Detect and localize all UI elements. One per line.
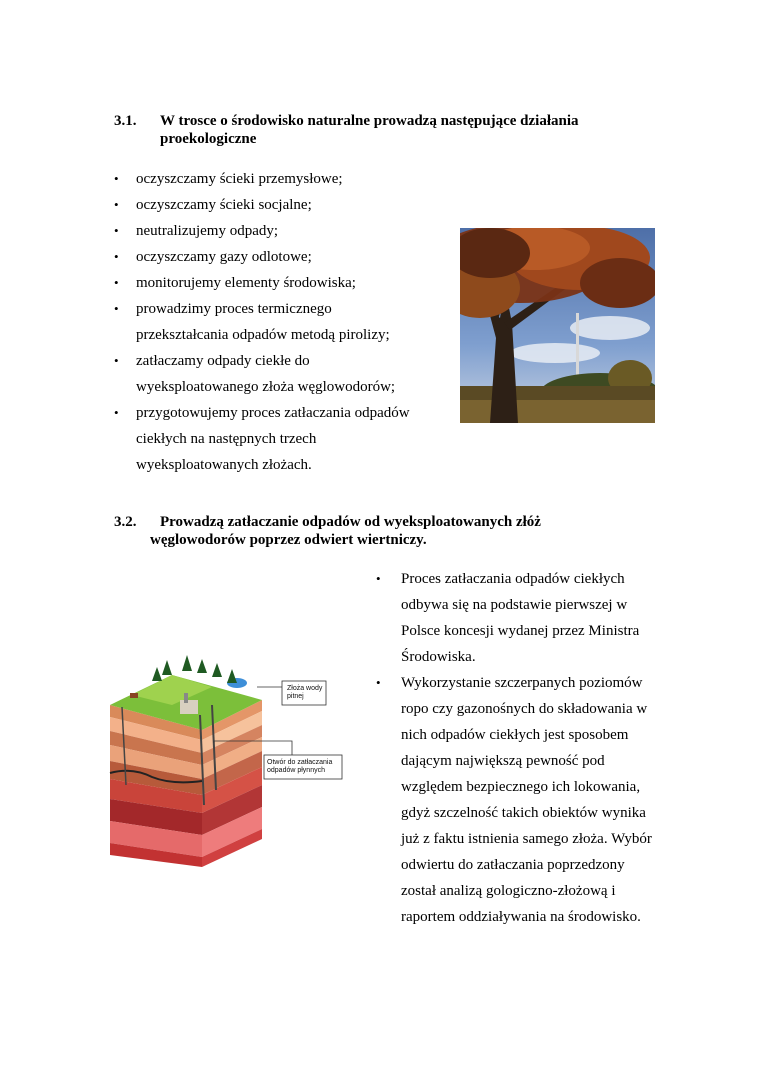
list-item-text: wyeksploatowanych złożach. <box>136 457 312 473</box>
list-item-text: Wykorzystanie szczerpanych poziomów <box>401 675 643 691</box>
list-item-text: gdyż szczelność takich obiektów wynika <box>401 805 646 821</box>
geology-diagram <box>92 645 344 875</box>
bullet-icon: • <box>376 571 381 586</box>
list-item-text: ciekłych na następnych trzech <box>136 431 317 447</box>
fresh-water-label-line2: pitnej <box>287 693 304 700</box>
section-2-title-line2: węglowodorów poprzez odwiert wiertniczy. <box>150 532 427 548</box>
list-item-text: raportem oddziaływania na środowisko. <box>401 909 641 925</box>
list-item-text: odbywa się na podstawie pierwszej w <box>401 597 628 613</box>
section-1-title-line2: proekologiczne <box>160 131 257 147</box>
section-1-number: 3.1. <box>114 113 137 129</box>
section-2-title-line1: Prowadzą zatłaczanie odpadów od wyeksploatowanych złóż <box>160 514 541 530</box>
list-item-text: prowadzimy proces termicznego <box>136 301 332 317</box>
list-item-text: Polsce koncesji wydanej przez Ministra <box>401 623 640 639</box>
list-item-text: wyeksploatowanego złoża węglowodorów; <box>136 379 396 395</box>
list-item <box>114 192 410 218</box>
list-item <box>114 166 410 192</box>
bullet-icon: • <box>114 171 119 186</box>
section-1-bullet-list <box>114 166 410 478</box>
section-1-title-line1: W trosce o środowisko naturalne prowadzą następujące działania <box>160 113 579 129</box>
bullet-icon: • <box>114 405 119 420</box>
list-item <box>114 270 410 296</box>
list-item-text: dającym największą pewność pod <box>401 753 605 769</box>
list-item <box>114 218 410 244</box>
list-item-text: oczyszczamy ścieki socjalne; <box>136 197 312 213</box>
list-item-text: względem bezpiecznego ich lokowania, <box>401 779 641 795</box>
bullet-icon: • <box>114 223 119 238</box>
bullet-icon: • <box>114 301 119 316</box>
list-item-text: nich odpadów ciekłych jest sposobem <box>401 727 629 743</box>
list-item <box>376 670 652 930</box>
bullet-icon: • <box>114 197 119 212</box>
fresh-water-label-line1: Złoża wody <box>287 685 323 692</box>
list-item-text: Proces zatłaczania odpadów ciekłych <box>401 571 625 587</box>
bullet-icon: • <box>114 353 119 368</box>
section-2-bullet-list <box>376 566 652 930</box>
list-item-text: już z faktu istnienia samego złoża. Wybór <box>401 831 652 847</box>
list-item-text: przekształcania odpadów metodą pirolizy; <box>136 327 390 343</box>
list-item-text: przygotowujemy proces zatłaczania odpadów <box>136 405 410 421</box>
list-item <box>376 566 652 670</box>
list-item-text: zatłaczamy odpady ciekłe do <box>136 353 310 369</box>
list-item <box>114 400 410 478</box>
list-item-text: został analizą gologiczno-złożową i <box>401 883 616 899</box>
list-item-text: ropo czy gazonośnych do składowania w <box>401 701 648 717</box>
list-item-text: oczyszczamy ścieki przemysłowe; <box>136 171 343 187</box>
section-2-number: 3.2. <box>114 514 137 530</box>
injection-well-label-line2: odpadów płynnych <box>267 767 325 774</box>
list-item <box>114 348 410 400</box>
tree-photo <box>460 228 655 423</box>
list-item <box>114 296 410 348</box>
list-item-text: monitorujemy elementy środowiska; <box>136 275 356 291</box>
injection-well-label-line1: Otwór do zatłaczania <box>267 759 333 766</box>
list-item <box>114 244 410 270</box>
list-item-text: neutralizujemy odpady; <box>136 223 279 239</box>
list-item-text: oczyszczamy gazy odlotowe; <box>136 249 312 265</box>
bullet-icon: • <box>376 675 381 690</box>
bullet-icon: • <box>114 275 119 290</box>
list-item-text: Środowiska. <box>401 649 476 665</box>
bullet-icon: • <box>114 249 119 264</box>
list-item-text: odwiertu do zatłaczania poprzedzony <box>401 857 625 873</box>
